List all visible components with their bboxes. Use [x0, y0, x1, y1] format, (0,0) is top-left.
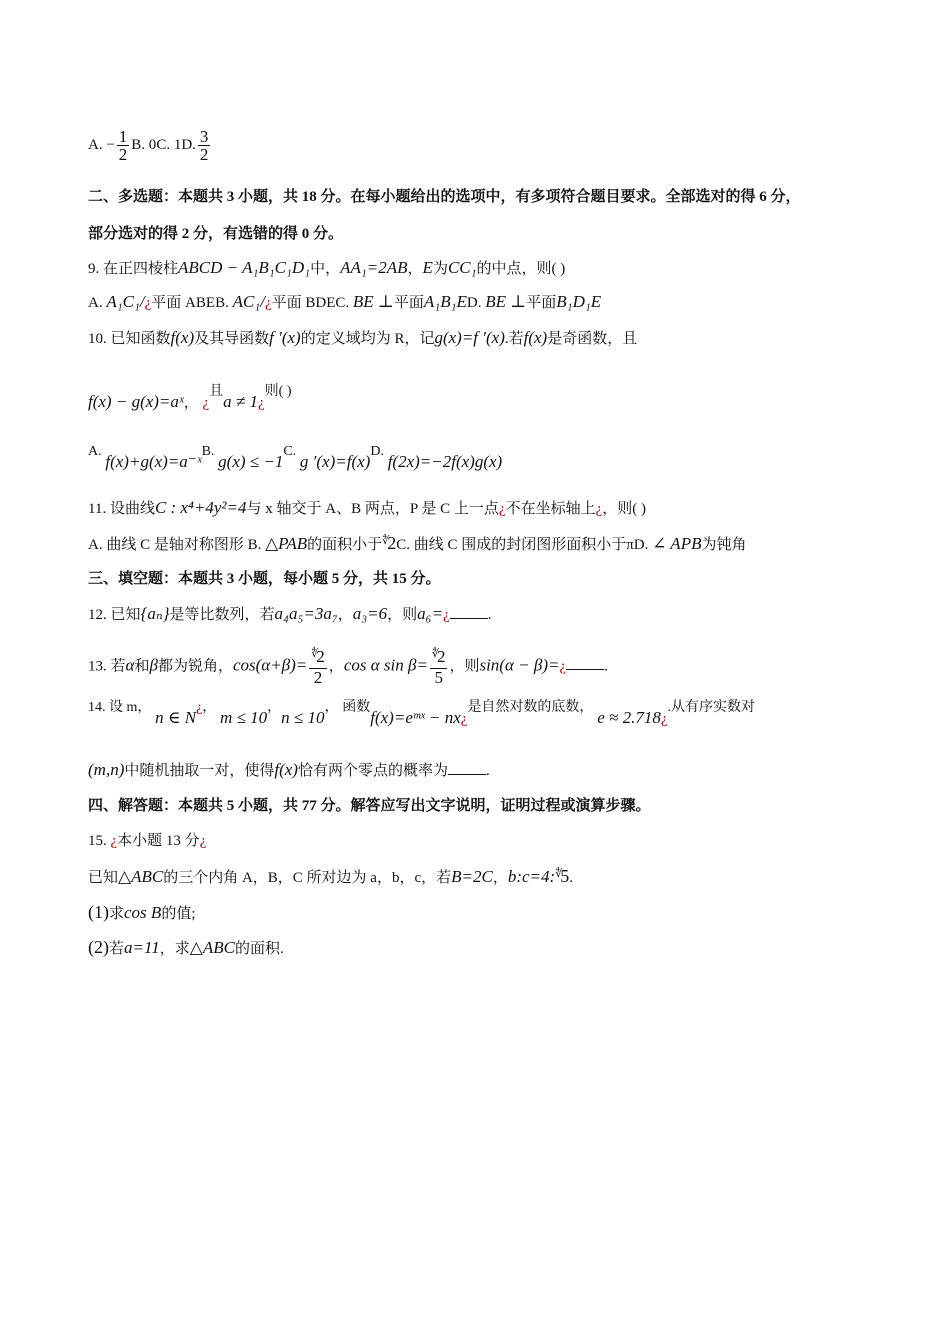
q9-option-c-plane: A₁B₁E	[423, 292, 467, 311]
q14-function: f(x)=eᵐˣ − nx	[370, 708, 461, 727]
q9-option-a-mark: ¿	[144, 295, 152, 311]
q9-option-c-label: C.	[335, 295, 350, 311]
q15-part2	[88, 937, 284, 959]
q14-function: f(x)	[274, 760, 298, 779]
q13-cos-sin: cos α sin β=	[343, 655, 428, 675]
q11-option-b-value: 2	[387, 533, 397, 553]
q12-condition: a₄a₅=3a₇	[274, 604, 338, 623]
q10-text: 则( )	[264, 384, 292, 399]
q9-option-b-mark: ¿	[264, 295, 272, 311]
q10-derivative: f ′(x)	[269, 328, 301, 347]
q9-prism: ABCD − A₁B₁C₁D₁	[178, 258, 311, 277]
q15-text: 若	[109, 941, 125, 957]
q10-text: 10. 已知函数	[88, 331, 171, 347]
q13-fraction-1	[309, 648, 327, 686]
q13-text: .	[604, 658, 608, 675]
q9-option-b-math: AC₁/	[232, 292, 265, 311]
q14-m-range: m ≤ 10	[220, 708, 268, 727]
q15-root: ∜	[555, 868, 563, 880]
q15-ratio-value: 5	[560, 866, 570, 886]
q10-text: ，	[183, 395, 199, 411]
q9-option-d-text: 平面	[526, 295, 557, 311]
q15-text: ，	[492, 870, 508, 886]
q13-mark: ¿	[559, 658, 567, 675]
q9-text: 为	[432, 261, 448, 277]
q15-text: 求	[109, 906, 125, 922]
q11-option-a: A. 曲线 C 是轴对称图形	[88, 537, 244, 553]
q11-curve: C : x⁴+4y²=4	[154, 498, 247, 517]
q9-text: 在正四棱柱	[103, 261, 179, 277]
q14-text: 中随机抽取一对，使得	[124, 763, 275, 779]
q11-option-b-root: ∜	[382, 535, 390, 547]
q14-mark: ¿	[460, 711, 468, 727]
q8-a-numerator: 1	[118, 127, 128, 146]
q10-option-c: g ′(x)=f(x)	[299, 452, 371, 471]
q10-mark: ¿	[202, 395, 210, 411]
q9-option-b-text: 平面 BDE	[271, 295, 336, 311]
q15-mark: ¿	[110, 833, 118, 849]
q13-answer-blank[interactable]	[566, 655, 604, 670]
q10-option-b: g(x) ≤ −1	[218, 452, 284, 471]
q15-mark: ¿	[199, 833, 207, 849]
q13-beta: β	[149, 655, 158, 675]
q15-text: ，求	[159, 941, 190, 957]
q9-option-b-label: B.	[215, 295, 229, 311]
q15-title: 本小题 13 分	[117, 833, 200, 849]
q10-option-c-label: C.	[283, 444, 297, 459]
q15-number: 15.	[88, 833, 107, 849]
q14-text: .从有序实数对	[667, 700, 755, 715]
q11-option-d-angle: ∠ APB	[652, 534, 702, 553]
q15-triangle: △ABC	[118, 867, 164, 886]
q15-cosb: cos B	[124, 903, 162, 922]
q15-text: .	[569, 870, 573, 886]
q11-option-b-triangle: △PAB	[265, 534, 308, 553]
q12-text: 是等比数列，若	[169, 607, 275, 623]
q9-option-a-label: A.	[88, 295, 103, 311]
q15-part1	[88, 902, 195, 924]
q11-mark: ¿	[595, 501, 603, 517]
q12-text: ，则	[387, 607, 418, 623]
q13-cos-sum: cos(α+β)=	[232, 655, 308, 675]
q11-option-b-label: B.	[247, 537, 262, 553]
q10-text: 及其导函数	[194, 331, 270, 347]
q13-f2-numerator	[430, 648, 448, 669]
q14-answer-blank[interactable]	[448, 760, 486, 775]
q11-options	[88, 533, 746, 556]
q11-option-c: C. 曲线 C 围成的封闭图形面积小于π	[396, 537, 634, 553]
q13-alpha: α	[125, 655, 135, 675]
q11-text: ，则( )	[602, 501, 646, 517]
q9-option-d-math: BE ⊥	[485, 292, 527, 311]
q13-f2-num: 2	[436, 647, 446, 666]
q15-triangle: △ABC	[189, 938, 235, 957]
q13-stem	[88, 648, 608, 686]
q8-option-b: B. 0	[131, 136, 157, 153]
q14-text: .	[485, 763, 490, 779]
q11-stem	[88, 498, 646, 519]
q15-side-a: a=11	[124, 938, 160, 957]
q11-option-b-text: 的面积小于	[307, 537, 383, 553]
section2-header-line2: 部分选对的得 2 分，有选错的得 0 分。	[88, 226, 344, 242]
q8-d-denominator: 2	[199, 145, 209, 164]
q9-option-a-math: A₁C₁/	[106, 292, 145, 311]
q13-f1-num: 2	[316, 647, 325, 666]
q10-text: 是奇函数，且	[547, 331, 638, 347]
q10-stem	[88, 328, 637, 349]
q14-mark: ¿	[660, 711, 668, 727]
q10-text: .若	[504, 331, 524, 347]
q13-fraction-2	[430, 648, 448, 686]
q10-option-a-label: A.	[88, 444, 102, 459]
q9-text: 的中点，则( )	[476, 261, 566, 277]
q12-text: .	[487, 607, 492, 623]
q10-options	[88, 444, 503, 474]
q11-mark: ¿	[498, 501, 506, 517]
q10-stem-line2	[88, 384, 292, 414]
q9-options	[88, 292, 601, 313]
q12-answer-blank[interactable]	[450, 604, 488, 619]
q8-option-d-fraction	[198, 128, 211, 163]
q9-option-c-text: 平面	[393, 295, 424, 311]
q9-option-d-label: D.	[466, 295, 482, 311]
q13-f1-numerator	[309, 648, 327, 669]
q14-e-value: e ≈ 2.718	[597, 708, 661, 727]
q8-d-numerator: 3	[199, 127, 209, 146]
q10-condition: a ≠ 1	[223, 392, 258, 411]
q15-ratio: b:c=4:	[507, 867, 556, 886]
q8-options	[88, 128, 212, 163]
q15-header	[88, 831, 206, 851]
q10-g-definition: g(x)=f ′(x)	[434, 328, 505, 347]
q11-text: 不在坐标轴上	[505, 501, 596, 517]
q10-mark: ¿	[257, 395, 265, 411]
q14-n-range: n ≤ 10	[281, 708, 325, 727]
q11-text: 与 x 轴交于 A、B 两点，P 是 C 上一点	[246, 501, 499, 517]
section2-header-line1: 二、多选题：本题共 3 小题，共 18 分。在每小题给出的选项中，有多项符合题目要求。全部选对的得 6 分，	[88, 189, 801, 205]
q14-stem	[88, 700, 755, 730]
q13-f1-denominator: 2	[313, 668, 323, 687]
section4-header: 四、解答题：本题共 5 小题，共 77 分。解答应写出文字说明，证明过程或演算步骤。	[88, 798, 651, 814]
q14-n-domain: n ∈ N	[155, 708, 197, 727]
q10-option-d-label: D.	[370, 444, 384, 459]
q11-option-d-label: D.	[633, 537, 649, 553]
section3-header: 三、填空题：本题共 3 小题，每小题 5 分，共 15 分。	[88, 571, 441, 587]
q15-part2-label: (2)	[88, 937, 109, 957]
q15-condition: B=2C	[451, 867, 493, 886]
q9-condition: AA₁=2AB	[340, 258, 408, 277]
q11-text: 11. 设曲线	[88, 501, 155, 517]
q9-point-e: E	[422, 258, 433, 277]
q9-option-a-text: 平面 ABE	[151, 295, 216, 311]
q9-number: 9.	[88, 261, 100, 277]
q8-option-a-fraction	[117, 128, 130, 163]
q11-option-d-text: 为钝角	[701, 537, 747, 553]
q14-text: ，	[324, 700, 339, 715]
q15-text: 已知	[88, 870, 119, 886]
q10-equation: f(x) − g(x)=aˣ	[88, 392, 184, 411]
q12-mark: ¿	[443, 607, 450, 623]
q12-sequence: {aₙ}	[140, 604, 170, 623]
q10-option-b-label: B.	[201, 444, 215, 459]
q10-text: 且	[209, 384, 224, 399]
q13-f1-root: ∜	[311, 648, 319, 660]
q13-text: 13. 若	[88, 658, 126, 675]
q15-stem	[88, 866, 573, 889]
q8-option-d-prefix: D.	[181, 136, 196, 153]
q13-text: ，	[328, 658, 344, 675]
q13-text: 都为锐角，	[157, 658, 233, 675]
q14-text: 14. 设 m，	[88, 700, 152, 715]
q14-text: ，	[202, 700, 217, 715]
q15-text: 的三个内角 A，B，C 所对边为 a，b，c，若	[163, 870, 452, 886]
q15-part1-label: (1)	[88, 902, 109, 922]
q9-text: ，	[407, 261, 423, 277]
q12-condition: a₃=6	[352, 604, 388, 623]
q14-text: 恰有两个零点的概率为	[297, 763, 448, 779]
q8-option-a-prefix: A. −	[88, 136, 115, 153]
q14-text: ，	[267, 700, 282, 715]
q12-stem	[88, 604, 491, 625]
q9-stem	[88, 258, 565, 279]
q8-a-denominator: 2	[118, 145, 128, 164]
q10-option-a: f(x)+g(x)=a⁻ˣ	[105, 452, 202, 471]
q10-function: f(x)	[523, 328, 548, 347]
q10-function: f(x)	[170, 328, 195, 347]
q14-text: 函数	[342, 700, 371, 715]
q14-text: 是自然对数的底数，	[467, 700, 594, 715]
q9-text: 中，	[310, 261, 341, 277]
q9-option-d-plane: B₁D₁E	[556, 292, 602, 311]
q12-text: 12. 已知	[88, 607, 141, 623]
q8-option-c: C. 1	[156, 136, 182, 153]
q10-option-d: f(2x)=−2f(x)g(x)	[387, 452, 503, 471]
q15-text: 的值;	[161, 906, 196, 922]
q9-option-c-math: BE ⊥	[352, 292, 394, 311]
q12-question: a₆=	[417, 604, 444, 623]
q13-text: ，则	[449, 658, 480, 675]
q13-text: 和	[134, 658, 150, 675]
q10-text: 的定义域均为 R，记	[300, 331, 435, 347]
q14-pair: (m,n)	[88, 760, 125, 779]
q12-text: ，	[337, 607, 353, 623]
q9-segment: CC₁	[447, 258, 477, 277]
q13-question: sin(α − β)=	[479, 655, 560, 675]
q14-mark: ¿	[196, 700, 203, 715]
q13-f2-denominator: 5	[434, 668, 443, 687]
q13-f2-root: ∜	[431, 648, 439, 660]
q14-stem-line2	[88, 760, 490, 781]
q15-text: 的面积.	[234, 941, 284, 957]
